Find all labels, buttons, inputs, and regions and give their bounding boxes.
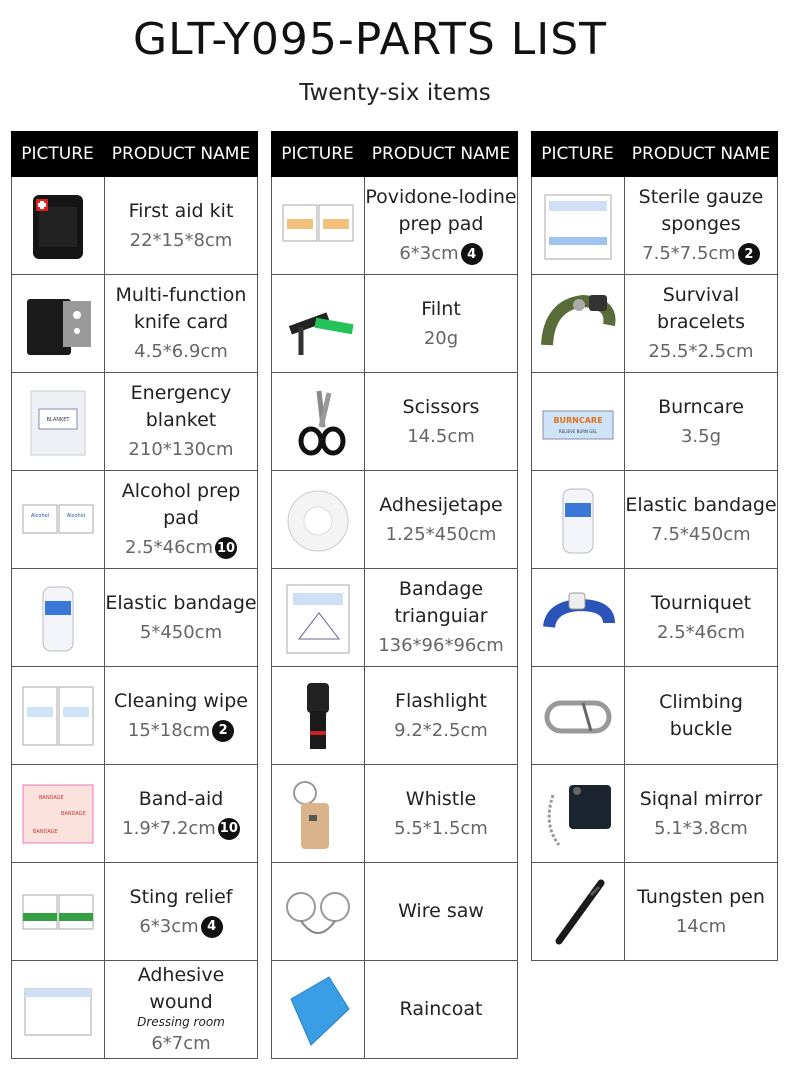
product-picture bbox=[272, 863, 365, 960]
table-row bbox=[531, 569, 778, 667]
product-size: 4.5*6.9cm bbox=[134, 341, 228, 362]
product-size-line bbox=[424, 325, 458, 352]
elastic-bandage-icon bbox=[19, 579, 97, 657]
product-picture bbox=[272, 177, 365, 274]
product-name-cell bbox=[365, 961, 517, 1058]
product-size: 136*96*96cm bbox=[378, 635, 504, 656]
product-size: 15*18cm bbox=[127, 719, 211, 741]
whistle-icon bbox=[279, 775, 357, 853]
product-size-line bbox=[125, 534, 237, 561]
table-row bbox=[271, 961, 518, 1059]
carabiner-icon bbox=[539, 677, 617, 755]
table-row bbox=[271, 373, 518, 471]
product-name: Siqnal mirror bbox=[639, 787, 763, 810]
raincoat-icon bbox=[279, 971, 357, 1049]
product-picture bbox=[12, 667, 105, 764]
product-picture bbox=[532, 667, 625, 764]
quantity-badge: 10 bbox=[215, 537, 237, 559]
table-row bbox=[531, 177, 778, 275]
parts-table-2 bbox=[271, 131, 518, 1059]
sting-relief-icon bbox=[19, 873, 97, 951]
table-row bbox=[531, 373, 778, 471]
product-name: Sting relief bbox=[129, 885, 233, 908]
product-picture bbox=[272, 569, 365, 666]
product-picture bbox=[532, 765, 625, 862]
product-picture bbox=[272, 275, 365, 372]
product-size-line bbox=[386, 521, 497, 548]
product-name-cell bbox=[625, 373, 777, 470]
product-name-cell bbox=[365, 471, 517, 568]
page-subtitle: Twenty-six items bbox=[299, 80, 491, 106]
product-picture bbox=[532, 569, 625, 666]
product-name: Energency blanket bbox=[130, 382, 232, 431]
product-size: 5*450cm bbox=[139, 621, 223, 643]
product-name-cell bbox=[105, 177, 257, 274]
table-row bbox=[271, 863, 518, 961]
product-note: Dressing room bbox=[137, 1015, 225, 1029]
tourniquet-icon bbox=[539, 579, 617, 657]
product-size: 2.5*46cm bbox=[657, 621, 745, 643]
elastic-bandage-icon bbox=[539, 481, 617, 559]
product-size-line bbox=[681, 423, 721, 450]
table-row bbox=[271, 471, 518, 569]
product-size: 22*15*8cm bbox=[129, 229, 233, 251]
product-name: Adhesive wound bbox=[137, 964, 225, 1013]
product-size-line bbox=[654, 815, 748, 842]
table-row bbox=[531, 471, 778, 569]
product-picture bbox=[12, 373, 105, 470]
quantity-badge: 4 bbox=[461, 243, 483, 265]
page-title: GLT-Y095-PARTS LIST bbox=[132, 14, 608, 65]
svg-text:BANDAGE: BANDAGE bbox=[39, 794, 64, 801]
product-size-line bbox=[128, 436, 233, 463]
table-row bbox=[271, 667, 518, 765]
table-row bbox=[271, 275, 518, 373]
emergency-blanket-icon bbox=[19, 383, 97, 461]
product-name: Wire saw bbox=[398, 900, 484, 922]
product-size: 2.5*46cm bbox=[125, 537, 213, 558]
product-size: 6*7cm bbox=[151, 1033, 211, 1054]
black-tactical-pouch-icon bbox=[19, 187, 97, 265]
product-size: 7.5*450cm bbox=[651, 523, 751, 545]
product-name: Tourniquet bbox=[650, 591, 752, 614]
table-row bbox=[271, 177, 518, 275]
product-name: Elastic bandage bbox=[625, 493, 777, 516]
product-name-cell bbox=[625, 471, 777, 568]
table-row bbox=[11, 275, 258, 373]
product-size: 14.5cm bbox=[407, 425, 475, 447]
product-name-cell bbox=[365, 177, 517, 274]
product-picture bbox=[532, 275, 625, 372]
band-aid-icon bbox=[19, 775, 97, 853]
product-name-cell bbox=[365, 373, 517, 470]
product-name-cell bbox=[625, 275, 777, 372]
table-row bbox=[11, 765, 258, 863]
product-name: Multi-function knife card bbox=[115, 284, 247, 333]
product-size: 3.5g bbox=[680, 425, 722, 447]
product-picture bbox=[532, 863, 625, 960]
product-size: 6*3cm bbox=[399, 243, 459, 264]
product-size-line bbox=[676, 913, 726, 940]
product-name: First aid kit bbox=[128, 199, 234, 222]
alcohol-pad-icon bbox=[19, 481, 97, 559]
product-picture bbox=[272, 667, 365, 764]
svg-text:RELIEVE BURN GEL: RELIEVE BURN GEL bbox=[558, 428, 598, 434]
product-picture bbox=[12, 961, 105, 1058]
quantity-badge: 4 bbox=[201, 916, 223, 938]
svg-text:BANDAGE: BANDAGE bbox=[33, 828, 58, 835]
product-name: Burncare bbox=[658, 395, 744, 418]
product-size: 25.5*2.5cm bbox=[648, 341, 754, 362]
product-size: 5.5*1.5cm bbox=[394, 817, 488, 839]
flint-icon bbox=[279, 285, 357, 363]
table-row bbox=[11, 177, 258, 275]
wound-dressing-icon bbox=[19, 971, 97, 1049]
product-name-cell bbox=[625, 569, 777, 666]
svg-text:BANDAGE: BANDAGE bbox=[61, 810, 86, 817]
product-picture bbox=[12, 765, 105, 862]
product-size-line bbox=[407, 423, 475, 450]
product-picture bbox=[12, 863, 105, 960]
product-size-line bbox=[140, 619, 222, 646]
product-picture bbox=[532, 471, 625, 568]
product-name-cell bbox=[625, 765, 777, 862]
product-name: Band-aid bbox=[138, 787, 224, 810]
product-name: Tungsten pen bbox=[637, 885, 765, 908]
header-picture: PICTURE bbox=[281, 144, 354, 164]
signal-mirror-icon bbox=[539, 775, 617, 853]
product-size-line bbox=[657, 619, 745, 646]
product-name: Scissors bbox=[402, 395, 480, 418]
flashlight-icon bbox=[279, 677, 357, 755]
svg-text:Alcohol: Alcohol bbox=[30, 512, 50, 519]
product-name-cell bbox=[625, 177, 777, 274]
product-name-cell bbox=[105, 275, 257, 372]
product-picture bbox=[12, 275, 105, 372]
product-size-line bbox=[134, 338, 228, 365]
product-size: 14cm bbox=[675, 915, 727, 937]
product-size-line bbox=[394, 815, 488, 842]
product-name-cell bbox=[365, 569, 517, 666]
cleaning-wipe-icon bbox=[19, 677, 97, 755]
product-picture bbox=[532, 373, 625, 470]
header-product-name: PRODUCT NAME bbox=[111, 144, 251, 164]
parts-table-1 bbox=[11, 131, 258, 1059]
header-product-name: PRODUCT NAME bbox=[371, 144, 511, 164]
svg-text:BLANKET: BLANKET bbox=[46, 416, 70, 423]
product-size: 1.25*450cm bbox=[385, 523, 497, 545]
table-row bbox=[11, 863, 258, 961]
product-size: 210*130cm bbox=[128, 439, 234, 460]
product-picture bbox=[12, 569, 105, 666]
product-name-cell bbox=[365, 765, 517, 862]
tape-roll-icon bbox=[279, 481, 357, 559]
quantity-badge: 10 bbox=[218, 818, 240, 840]
table-row bbox=[271, 765, 518, 863]
product-size-line bbox=[139, 913, 222, 940]
table-header bbox=[531, 131, 778, 177]
quantity-badge: 2 bbox=[212, 720, 234, 742]
product-name-cell bbox=[105, 863, 257, 960]
product-name: Bandage trianguiar bbox=[394, 578, 488, 627]
product-name-cell bbox=[105, 765, 257, 862]
product-size-line bbox=[642, 240, 760, 267]
product-size-line bbox=[128, 717, 234, 744]
product-size-line bbox=[648, 338, 753, 365]
table-row bbox=[11, 373, 258, 471]
svg-text:BURNCARE: BURNCARE bbox=[553, 415, 603, 425]
product-picture bbox=[12, 177, 105, 274]
product-picture bbox=[272, 765, 365, 862]
product-name: Climbing buckle bbox=[659, 690, 743, 740]
product-size-line bbox=[151, 1030, 210, 1057]
quantity-badge: 2 bbox=[738, 243, 760, 265]
product-name: Filnt bbox=[421, 297, 461, 320]
table-row bbox=[11, 961, 258, 1059]
product-picture bbox=[272, 373, 365, 470]
product-name: Raincoat bbox=[399, 998, 483, 1020]
gauze-sponge-icon bbox=[539, 187, 617, 265]
product-name-cell bbox=[625, 863, 777, 960]
product-name-cell bbox=[105, 471, 257, 568]
product-picture bbox=[532, 177, 625, 274]
svg-text:Alcohol: Alcohol bbox=[66, 512, 86, 519]
wire-saw-icon bbox=[279, 873, 357, 951]
product-name: Alcohol prep pad bbox=[121, 480, 241, 529]
triangular-bandage-icon bbox=[279, 579, 357, 657]
product-picture bbox=[272, 471, 365, 568]
table-row bbox=[11, 569, 258, 667]
table-header bbox=[271, 131, 518, 177]
table-header bbox=[11, 131, 258, 177]
product-picture bbox=[12, 471, 105, 568]
header-product-name: PRODUCT NAME bbox=[631, 144, 771, 164]
table-row bbox=[271, 569, 518, 667]
tactical-pen-icon bbox=[539, 873, 617, 951]
burncare-icon bbox=[539, 383, 617, 461]
product-name: Povidone-lodine prep pad bbox=[365, 186, 517, 235]
knife-card-icon bbox=[19, 285, 97, 363]
product-name: Adhesijetape bbox=[379, 493, 503, 516]
product-size-line bbox=[394, 717, 488, 744]
header-picture: PICTURE bbox=[21, 144, 94, 164]
product-size: 9.2*2.5cm bbox=[394, 719, 488, 741]
scissors-icon bbox=[279, 383, 357, 461]
table-row bbox=[11, 471, 258, 569]
product-name-cell bbox=[105, 961, 257, 1058]
product-name: Flashlight bbox=[395, 689, 487, 712]
product-size: 1.9*7.2cm bbox=[122, 817, 216, 839]
table-row bbox=[531, 863, 778, 961]
table-row bbox=[531, 765, 778, 863]
product-size-line bbox=[378, 632, 504, 659]
product-name-cell bbox=[105, 667, 257, 764]
product-size-line bbox=[130, 227, 233, 254]
product-name: Sterile gauze sponges bbox=[638, 186, 764, 235]
product-name-cell bbox=[365, 275, 517, 372]
paracord-bracelet-icon bbox=[539, 285, 617, 363]
table-row bbox=[531, 275, 778, 373]
product-picture bbox=[272, 961, 365, 1058]
product-name-cell bbox=[365, 667, 517, 764]
product-name: Survival bracelets bbox=[657, 284, 745, 333]
product-name-cell bbox=[365, 863, 517, 960]
product-name: Elastic bandage bbox=[105, 591, 257, 614]
table-row bbox=[531, 667, 778, 765]
table-row bbox=[11, 667, 258, 765]
product-size-line bbox=[399, 240, 482, 267]
product-name-cell bbox=[625, 667, 777, 764]
product-size: 20g bbox=[423, 327, 459, 349]
povidone-pad-icon bbox=[279, 187, 357, 265]
product-name: Whistle bbox=[405, 787, 477, 810]
header-picture: PICTURE bbox=[541, 144, 614, 164]
product-size: 5.1*3.8cm bbox=[654, 817, 748, 839]
product-size: 6*3cm bbox=[139, 915, 199, 937]
product-size-line bbox=[122, 815, 240, 842]
parts-table-3 bbox=[531, 131, 778, 961]
product-name-cell bbox=[105, 373, 257, 470]
product-size: 7.5*7.5cm bbox=[642, 243, 736, 264]
product-size-line bbox=[651, 521, 750, 548]
product-name: Cleaning wipe bbox=[114, 689, 248, 712]
product-name-cell bbox=[105, 569, 257, 666]
